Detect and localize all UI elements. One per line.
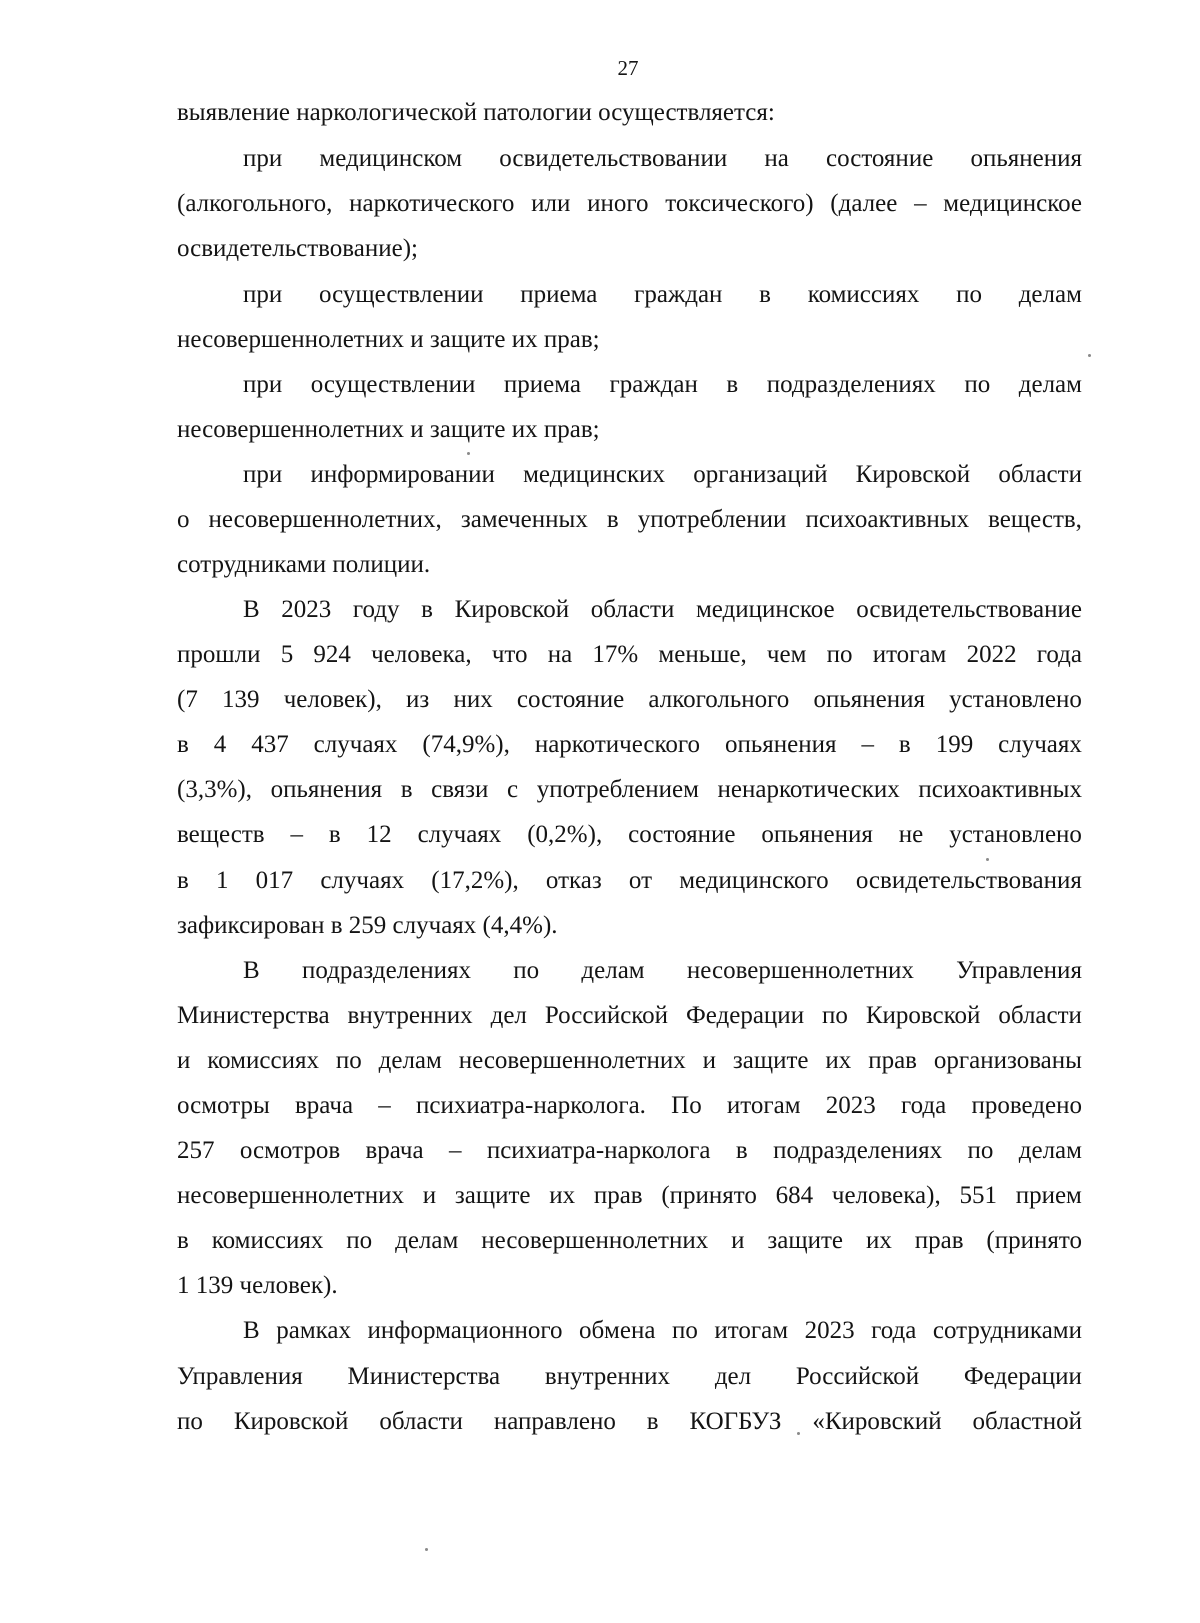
word: них	[453, 686, 493, 713]
word: 199	[935, 731, 974, 758]
word: (74,9%),	[422, 731, 510, 758]
word: 17%	[592, 641, 639, 668]
word: Министерства	[347, 1363, 501, 1390]
word: приема	[503, 371, 582, 398]
text-line: выявление наркологической патологии осуществляется:	[177, 99, 775, 126]
word: комиссиях	[211, 1227, 324, 1254]
word: по	[967, 1137, 994, 1164]
word: защите	[454, 1182, 531, 1209]
word: веществ,	[988, 506, 1082, 533]
text-line	[177, 684, 1082, 716]
word: В	[243, 1317, 260, 1344]
word: прав	[868, 1047, 917, 1074]
word: несовершеннолетних	[686, 957, 914, 984]
word: психоактивных	[805, 506, 970, 533]
word: по	[956, 281, 982, 308]
text-line	[243, 955, 1082, 987]
word: КОГБУЗ	[689, 1408, 782, 1435]
word: врача	[294, 1092, 354, 1119]
word: –	[448, 1137, 462, 1164]
word: на	[764, 145, 789, 172]
text-line	[177, 819, 1082, 851]
text-line	[243, 1315, 1082, 1347]
text-line	[177, 1225, 1082, 1257]
word: 017	[255, 867, 294, 894]
word: человек),	[283, 686, 382, 713]
word: комиссиях	[807, 281, 920, 308]
word: 1	[215, 867, 229, 894]
word: делам	[581, 957, 645, 984]
word: при	[243, 461, 283, 488]
word: (принято	[661, 1182, 757, 1209]
text-line	[177, 1361, 1082, 1393]
word: проведено	[971, 1092, 1082, 1119]
word: по	[177, 1408, 203, 1435]
text-line	[177, 504, 1082, 536]
word: граждан	[634, 281, 723, 308]
word: 257	[177, 1137, 215, 1164]
word: 2023	[804, 1317, 855, 1344]
word: итогам	[714, 1317, 789, 1344]
text-line	[177, 1000, 1082, 1032]
word: «Кировский	[812, 1408, 942, 1435]
word: в	[177, 1227, 189, 1254]
scan-speck	[1088, 354, 1091, 357]
word: подразделениях	[773, 1137, 943, 1164]
word: при	[243, 145, 283, 172]
word: прав	[914, 1227, 964, 1254]
word: (7	[177, 686, 198, 713]
word: психоактивных	[918, 776, 1082, 803]
word: Кировской	[233, 1408, 349, 1435]
word: случаях	[998, 731, 1082, 758]
word: комиссиях	[207, 1047, 319, 1074]
word: чем	[766, 641, 807, 668]
word: опьянения	[970, 145, 1082, 172]
word: итогам	[726, 1092, 801, 1119]
word: граждан	[609, 371, 698, 398]
word: токсического)	[665, 190, 814, 217]
word: психиатра-нарколога	[486, 1137, 711, 1164]
word: в	[400, 776, 413, 803]
word: осуществлении	[318, 281, 484, 308]
word: делам	[1018, 281, 1082, 308]
word: по	[671, 1317, 698, 1344]
word: алкогольного	[648, 686, 790, 713]
text-line	[177, 774, 1082, 806]
word: и	[422, 1182, 437, 1209]
word: установлено	[949, 686, 1082, 713]
word: не	[898, 821, 924, 848]
word: по	[335, 1047, 362, 1074]
word: делам	[395, 1227, 459, 1254]
word: –	[290, 821, 303, 848]
word: меньше,	[658, 641, 747, 668]
word: –	[861, 731, 874, 758]
word: из	[406, 686, 430, 713]
word: связи	[431, 776, 489, 803]
word: 12	[366, 821, 392, 848]
word: освидетельствования	[855, 867, 1082, 894]
word: приема	[520, 281, 598, 308]
text-line	[177, 1180, 1082, 1212]
word: (принято	[986, 1227, 1082, 1254]
word: или	[531, 190, 571, 217]
word: ненаркотических	[717, 776, 900, 803]
word: дел	[714, 1363, 752, 1390]
word: отказ	[545, 867, 602, 894]
word: 924	[313, 641, 351, 668]
word: Федерации	[963, 1363, 1082, 1390]
word: в	[759, 281, 771, 308]
word: информировании	[310, 461, 495, 488]
word: о	[177, 506, 190, 533]
word: обмена	[579, 1317, 656, 1344]
word: области	[998, 461, 1082, 488]
word: их	[865, 1227, 892, 1254]
word: от	[628, 867, 653, 894]
word: осмотров	[239, 1137, 341, 1164]
text-line: освидетельствование);	[177, 235, 418, 262]
word: делам	[378, 1047, 442, 1074]
word: областной	[972, 1408, 1082, 1435]
word: 551	[959, 1182, 997, 1209]
word: и	[177, 1047, 191, 1074]
word: 2023	[825, 1092, 876, 1119]
word: направлено	[493, 1408, 616, 1435]
word: 437	[251, 731, 289, 758]
word: Федерации	[686, 1002, 805, 1029]
word: области	[590, 596, 675, 623]
word: по	[822, 1002, 848, 1029]
word: веществ	[177, 821, 265, 848]
scan-speck	[467, 452, 470, 455]
word: несовершеннолетних	[458, 1047, 686, 1074]
text-line	[177, 1406, 1082, 1438]
text-line: 1 139 человек).	[177, 1272, 338, 1299]
word: несовершеннолетних	[481, 1227, 709, 1254]
word: освидетельствовании	[499, 145, 728, 172]
word: с	[507, 776, 519, 803]
text-line: сотрудниками полиции.	[177, 551, 431, 578]
text-line	[177, 639, 1082, 671]
word: 684	[775, 1182, 814, 1209]
word: состояние	[628, 821, 736, 848]
word: Кировской	[855, 461, 971, 488]
word: человека,	[371, 641, 472, 668]
word: в	[735, 1137, 748, 1164]
text-line: несовершеннолетних и защите их прав;	[177, 416, 600, 443]
word: в	[421, 596, 433, 623]
page-number: 27	[617, 56, 639, 80]
word: установлено	[949, 821, 1082, 848]
word: в	[328, 821, 341, 848]
word: в	[177, 867, 189, 894]
word: Управления	[177, 1363, 303, 1390]
word: (17,2%),	[431, 867, 519, 894]
word: медицинское	[943, 190, 1082, 217]
word: медицинское	[695, 596, 835, 623]
text-line	[177, 1045, 1082, 1077]
word: состояние	[516, 686, 625, 713]
word: случаях	[313, 731, 398, 758]
word: несовершеннолетних,	[208, 506, 442, 533]
word: сотрудниками	[932, 1317, 1082, 1344]
word: делам	[1018, 1137, 1082, 1164]
word: опьянения	[813, 686, 925, 713]
word: в	[606, 506, 619, 533]
text-line: зафиксирован в 259 случаях (4,4%).	[177, 912, 558, 939]
word: делам	[1018, 371, 1082, 398]
word: защите	[767, 1227, 844, 1254]
word: Кировской	[454, 596, 570, 623]
scan-speck	[986, 858, 989, 861]
text-line	[177, 188, 1082, 220]
word: области	[379, 1408, 463, 1435]
word: употреблении	[637, 506, 787, 533]
scan-speck	[797, 1432, 800, 1435]
word: организаций	[693, 461, 828, 488]
word: По	[671, 1092, 702, 1119]
text-line	[177, 1135, 1082, 1167]
word: подразделениях	[301, 957, 471, 984]
word: (0,2%),	[527, 821, 603, 848]
word: 139	[222, 686, 260, 713]
word: опьянения	[270, 776, 383, 803]
text-line	[177, 729, 1082, 761]
word: психиатра-нарколога.	[415, 1092, 646, 1119]
text-line	[243, 143, 1082, 175]
word: и	[731, 1227, 745, 1254]
word: 4	[213, 731, 227, 758]
word: случаях	[320, 867, 405, 894]
word: по	[964, 371, 991, 398]
word: прав	[593, 1182, 643, 1209]
word: иного	[587, 190, 649, 217]
word: наркотического	[534, 731, 701, 758]
word: в	[726, 371, 739, 398]
word: прием	[1015, 1182, 1082, 1209]
word: –	[914, 190, 927, 217]
word: 2023	[281, 596, 332, 623]
word: случаях	[417, 821, 502, 848]
text-line: несовершеннолетних и защите их прав;	[177, 326, 600, 353]
text-line	[243, 279, 1082, 311]
word: что	[491, 641, 528, 668]
text-line	[243, 594, 1082, 626]
word: информационного	[367, 1317, 563, 1344]
word: человека),	[831, 1182, 941, 1209]
word: 2022	[966, 641, 1017, 668]
text-line	[177, 865, 1082, 897]
word: опьянения	[761, 821, 873, 848]
word: замеченных	[460, 506, 588, 533]
word: года	[901, 1092, 947, 1119]
word: состояние	[826, 145, 934, 172]
word: и	[702, 1047, 716, 1074]
word: дел	[490, 1002, 527, 1029]
word: итогам	[872, 641, 947, 668]
word: при	[243, 281, 283, 308]
word: в	[898, 731, 911, 758]
word: медицинских	[523, 461, 666, 488]
word: употреблением	[536, 776, 699, 803]
word: прошли	[177, 641, 261, 668]
word: (алкогольного,	[177, 190, 333, 217]
word: опьянения	[725, 731, 837, 758]
word: при	[243, 371, 283, 398]
word: году	[352, 596, 400, 623]
word: по	[346, 1227, 373, 1254]
word: освидетельствование	[856, 596, 1082, 623]
word: 5	[280, 641, 294, 668]
text-line	[177, 1090, 1082, 1122]
word: организованы	[933, 1047, 1082, 1074]
word: по	[826, 641, 853, 668]
text-line	[243, 459, 1082, 491]
word: года	[871, 1317, 917, 1344]
word: на	[547, 641, 573, 668]
word: их	[549, 1182, 576, 1209]
word: (далее	[830, 190, 898, 217]
word: по	[513, 957, 540, 984]
word: медицинском	[319, 145, 463, 172]
word: Российской	[544, 1002, 669, 1029]
word: Управления	[956, 957, 1082, 984]
word: в	[646, 1408, 659, 1435]
word: подразделениях	[766, 371, 936, 398]
word: врача	[365, 1137, 424, 1164]
word: внутренних	[347, 1002, 473, 1029]
word: В	[243, 957, 260, 984]
word: несовершеннолетних	[177, 1182, 404, 1209]
word: Российской	[795, 1363, 920, 1390]
word: рамках	[276, 1317, 351, 1344]
word: года	[1036, 641, 1082, 668]
word: в	[177, 731, 189, 758]
word: осуществлении	[310, 371, 476, 398]
word: наркотического	[349, 190, 515, 217]
word: В	[243, 596, 260, 623]
word: Министерства	[177, 1002, 330, 1029]
scan-speck	[425, 1548, 428, 1551]
word: медицинского	[679, 867, 829, 894]
text-line	[243, 369, 1082, 401]
word: защите	[732, 1047, 809, 1074]
word: осмотры	[177, 1092, 270, 1119]
word: области	[998, 1002, 1082, 1029]
word: их	[825, 1047, 852, 1074]
word: внутренних	[544, 1363, 671, 1390]
word: Кировской	[865, 1002, 981, 1029]
word: –	[378, 1092, 391, 1119]
word: (3,3%),	[177, 776, 252, 803]
